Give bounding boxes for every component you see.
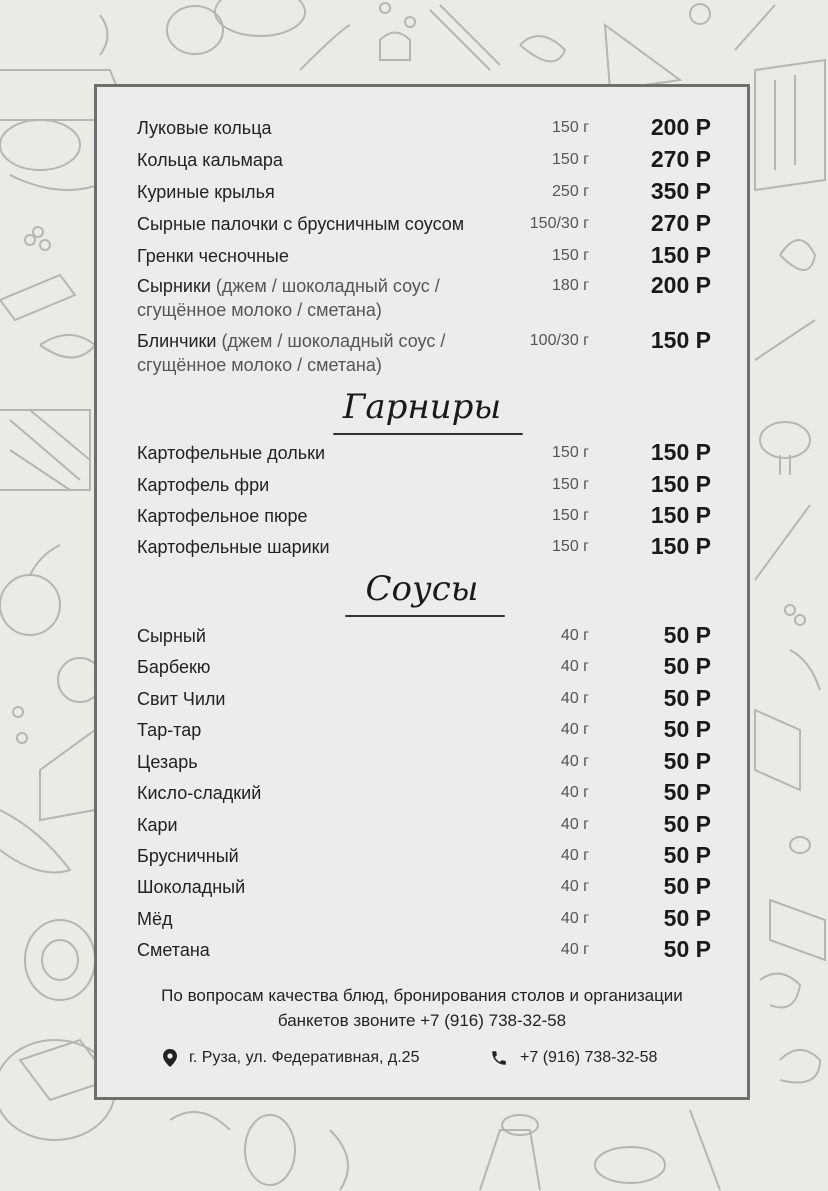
menu-item [137,212,711,244]
item-weight: 250 г [552,183,589,200]
item-price: 50 Р [663,936,711,962]
item-name: Тар-тар [137,720,202,740]
section-underline [333,433,523,435]
contact-note-line-1: По вопросам качества блюд, бронирования столов и организации [161,986,683,1005]
item-name: Кольца кальмара [137,150,283,170]
menu-item [137,781,711,813]
menu-item [137,504,711,536]
item-price: 270 Р [650,146,711,172]
menu-item [137,655,711,687]
menu-item [137,329,711,379]
item-name: Мёд [137,909,173,929]
menu-item [137,244,711,276]
address-text: г. Руза, ул. Федеративная, д.25 [189,1049,420,1066]
item-name [137,329,507,377]
phone[interactable] [490,1047,657,1069]
item-price: 50 Р [663,811,711,837]
menu-item [137,624,711,656]
item-weight: 40 г [560,753,589,770]
item-name: Луковые кольца [137,118,272,138]
item-weight: 150 г [552,538,589,555]
menu-item [137,938,711,970]
item-weight: 40 г [560,816,589,833]
menu-item [137,718,711,750]
item-name: Шоколадный [137,877,246,897]
item-price: 50 Р [663,873,711,899]
item-weight: 40 г [560,658,589,675]
item-weight: 150 г [552,444,589,461]
location-pin-icon [163,1049,177,1067]
item-name: Картофельные шарики [137,537,330,557]
item-name [137,274,507,322]
item-name: Кисло-сладкий [137,783,262,803]
item-weight: 150 г [552,247,589,264]
phone-icon [490,1049,508,1067]
item-name-main: Блинчики [137,331,217,351]
item-price: 50 Р [663,716,711,742]
item-name: Кари [137,815,178,835]
item-price: 150 Р [650,327,711,353]
menu-item [137,180,711,212]
item-price: 270 Р [650,210,711,236]
menu-card [94,84,750,1100]
item-price: 50 Р [663,685,711,711]
item-price: 150 Р [650,533,711,559]
item-weight: 40 г [560,721,589,738]
menu-item [137,535,711,567]
address [163,1047,419,1069]
item-name: Сырный [137,626,206,646]
item-name: Барбекю [137,657,211,677]
menu-item [137,844,711,876]
item-name: Цезарь [137,752,198,772]
item-weight: 40 г [560,878,589,895]
menu-item [137,907,711,939]
item-name: Картофельные дольки [137,443,326,463]
item-name: Свит Чили [137,689,226,709]
item-price: 200 Р [650,272,711,298]
item-name: Куриные крылья [137,182,275,202]
menu-item [137,473,711,505]
item-weight: 150 г [552,119,589,136]
item-price: 200 Р [650,114,711,140]
item-weight: 180 г [552,277,589,294]
menu-item [137,750,711,782]
menu-item [137,441,711,473]
item-name: Гренки чесночные [137,246,289,266]
item-price: 50 Р [663,842,711,868]
item-weight: 100/30 г [529,332,589,349]
item-price: 150 Р [650,471,711,497]
item-weight: 40 г [560,910,589,927]
menu-item [137,813,711,845]
item-weight: 150/30 г [529,215,589,232]
item-price: 50 Р [663,653,711,679]
item-price: 150 Р [650,242,711,268]
item-weight: 150 г [552,476,589,493]
item-name-main: Сырники [137,276,211,296]
item-price: 150 Р [650,502,711,528]
item-weight: 150 г [552,151,589,168]
item-name: Брусничный [137,846,239,866]
contact-note [97,983,747,1033]
section-title-sides: Гарниры [342,387,502,427]
menu-item [137,116,711,148]
phone-number[interactable]: +7 (916) 738-32-58 [520,1049,658,1066]
menu-item [137,148,711,180]
contact-note-line-2: банкетов звоните +7 (916) 738-32-58 [277,1011,567,1030]
item-name: Картофель фри [137,475,270,495]
item-weight: 40 г [560,784,589,801]
item-name: Картофельное пюре [137,506,308,526]
item-weight: 40 г [560,847,589,864]
item-weight: 40 г [560,941,589,958]
item-options: (джем / шоколадный соус / сгущённое молоко / сметана) [137,331,446,375]
item-price: 150 Р [650,439,711,465]
item-weight: 40 г [560,627,589,644]
section-underline [345,615,505,617]
item-price: 50 Р [663,748,711,774]
item-price: 50 Р [663,905,711,931]
menu-item [137,875,711,907]
item-weight: 40 г [560,690,589,707]
menu-item [137,687,711,719]
item-weight: 150 г [552,507,589,524]
item-price: 50 Р [663,779,711,805]
item-price: 350 Р [650,178,711,204]
item-name: Сметана [137,940,210,960]
section-title-sauces: Соусы [365,569,479,609]
item-options: (джем / шоколадный соус / сгущённое молоко / сметана) [137,276,440,320]
item-name: Сырные палочки с брусничным соусом [137,214,465,234]
item-price: 50 Р [663,622,711,648]
menu-item [137,274,711,324]
